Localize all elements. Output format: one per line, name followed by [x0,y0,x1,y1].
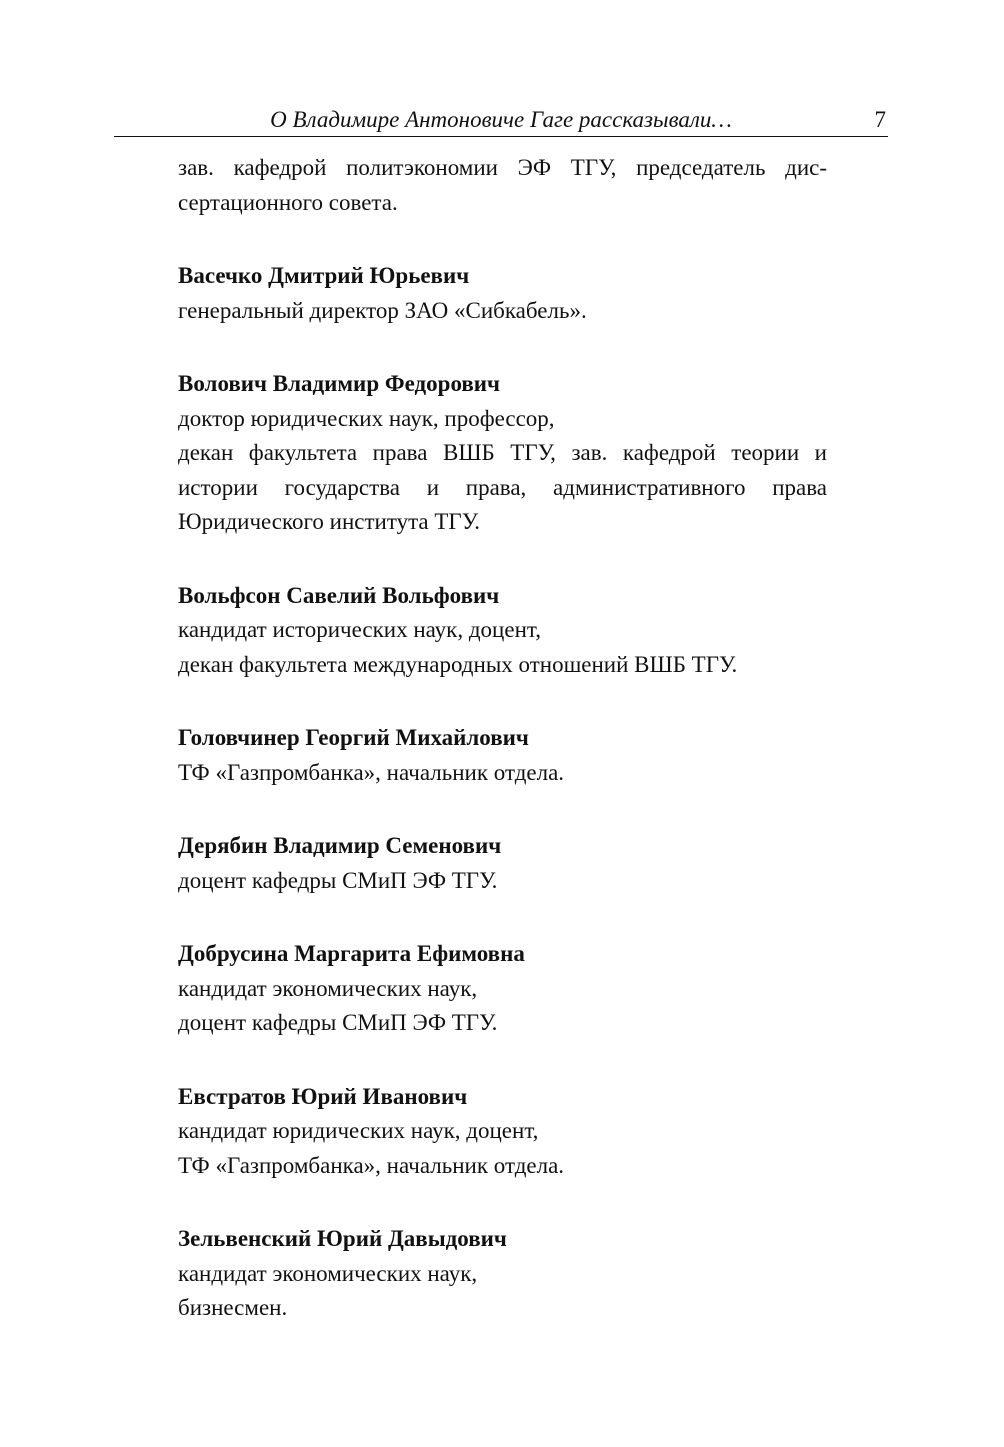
person-name: Вольфсон Савелий Вольфович [178,582,500,608]
person-name: Васечко Дмитрий Юрьевич [178,263,470,288]
person-entry [178,937,827,1041]
person-description-line: доцент кафедры СМиП ЭФ ТГУ. [178,1010,498,1035]
person-description-line: кандидат экономических наук, [178,975,478,1001]
person-entry [178,1222,827,1326]
person-name: Зельвенский Юрий Давыдович [178,1226,507,1251]
person-description-line: кандидат исторических наук, доцент, [178,617,541,642]
person-entry [178,367,827,540]
person-entry [178,259,827,328]
person-description-line: декан факультета международных отношений ВШБ ТГУ. [178,651,738,677]
person-description-line: доктор юридических наук, профессор, [178,405,555,431]
person-description-line: истории государства и права, административного права [178,474,827,500]
person-description-line: кандидат экономических наук, [178,1260,478,1286]
person-description-line: Юридического института ТГУ. [178,509,480,534]
person-entry [178,721,827,790]
page-number: 7 [874,107,886,132]
person-description-line: генеральный директор ЗАО «Сибкабель». [178,297,587,323]
text-line: зав. кафедрой политэкономии ЭФ ТГУ, председатель дис- [178,155,827,180]
intro-paragraph [178,151,827,220]
person-name: Евстратов Юрий Иванович [178,1083,468,1109]
running-title: О Владимире Антоновиче Гаге рассказывали… [270,107,732,132]
person-name: Головчинер Георгий Михайлович [178,725,529,750]
person-description-line: доцент кафедры СМиП ЭФ ТГУ. [178,867,498,893]
running-header [114,106,888,137]
person-name: Волович Владимир Федорович [178,371,501,396]
person-name: Добрусина Маргарита Ефимовна [178,941,525,966]
person-description-line: ТФ «Газпромбанка», начальник отдела. [178,759,565,785]
person-description-line: декан факультета права ВШБ ТГУ, зав. кафедрой теории и [178,440,827,465]
text-line: сертационного совета. [178,189,398,215]
person-name: Дерябин Владимир Семенович [178,833,502,858]
person-description-line: бизнесмен. [178,1295,288,1320]
person-entry [178,829,827,898]
page-content [178,151,827,1326]
person-description-line: кандидат юридических наук, доцент, [178,1118,539,1143]
person-entry [178,579,827,683]
person-description-line: ТФ «Газпромбанка», начальник отдела. [178,1152,565,1178]
person-entry [178,1080,827,1184]
